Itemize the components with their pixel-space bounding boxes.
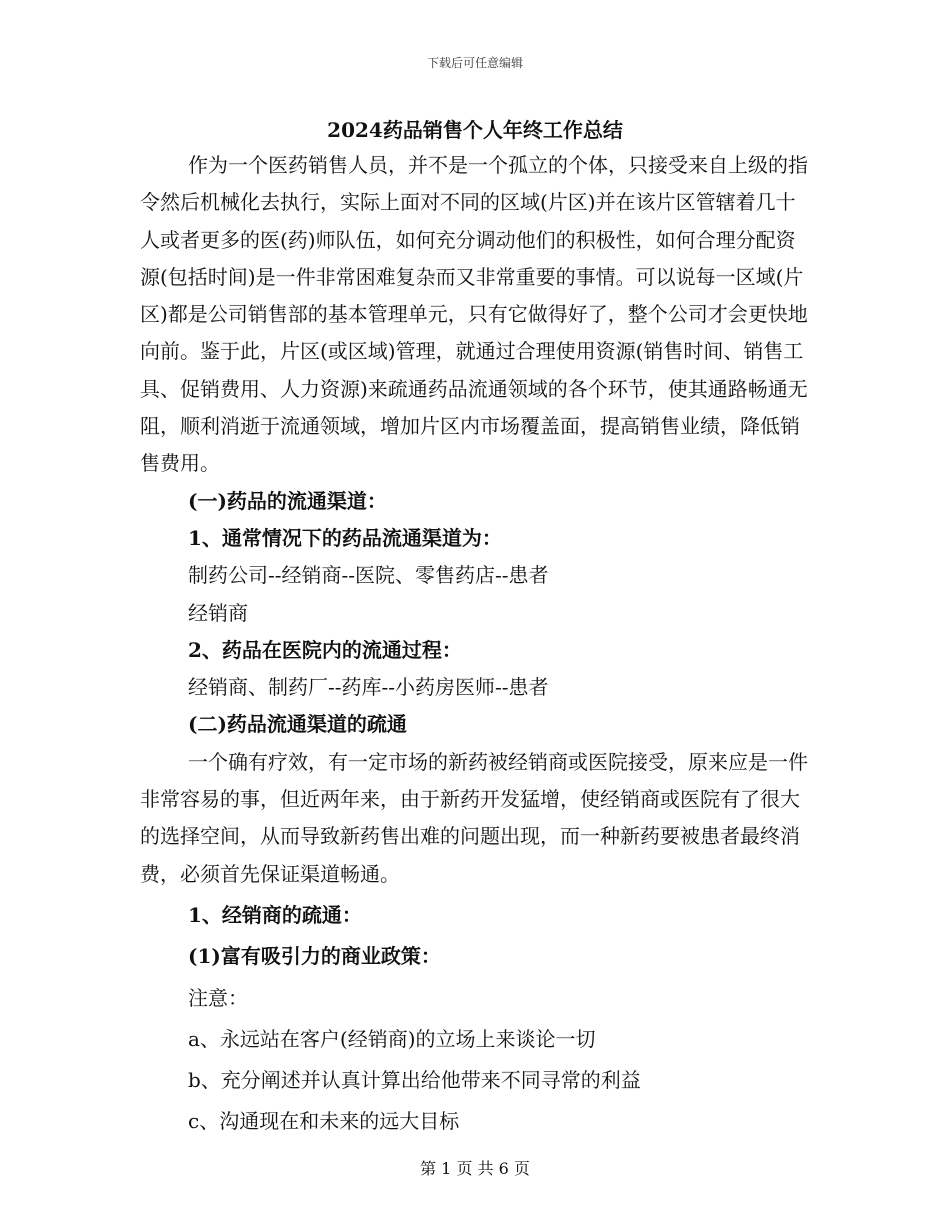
intro-paragraph: 作为一个医药销售人员，并不是一个孤立的个体，只接受来自上级的指令然后机械化去执行，实际上面对不同的区域(片区)并在该片区管辖着几十人或者更多的医(药)师队伍，如何充分调动他们的积极性，如何合理分配资源(包括时间)是一件非常困难复杂而又非常重要的事情。可以说每一区域(片区)都是公司销售部的基本管理单元，只有它做得好了，整个公司才会更快地向前。鉴于此，片区(或区域)管理，就通过合理使用资源(销售时间、销售工具、促销费用、人力资源)来疏通药品流通领域的各个环节，使其通路畅通无阻，顺利消逝于流通领域，增加片区内市场覆盖面，提高销售业绩，降低销售费用。 — [140, 153, 808, 476]
document-body — [140, 147, 812, 1141]
subheading-1-1: 1、通常情况下的药品流通渠道为： — [188, 525, 502, 550]
note-label: 注意： — [188, 985, 248, 1010]
section-heading-2: (二)药品流通渠道的疏通 — [188, 712, 407, 737]
note-item-b: b、充分阐述并认真计算出给他带来不同寻常的利益 — [188, 1068, 641, 1093]
flow-line-2: 经销商、制药厂--药库--小药房医师--患者 — [188, 675, 549, 700]
page-footer: 第 1 页 共 6 页 — [420, 1159, 530, 1178]
note-item-a: a、永远站在客户(经销商)的立场上来谈论一切 — [188, 1026, 596, 1051]
document-title: 2024药品销售个人年终工作总结 — [327, 118, 623, 142]
subheading-1-2: 2、药品在医院内的流通过程： — [188, 637, 462, 662]
subheading-2-1: 1、经销商的疏通： — [188, 902, 362, 927]
subheading-2-1-1: (1)富有吸引力的商业政策： — [188, 944, 441, 969]
flow-line-1: 制药公司--经销商--医院、零售药店--患者 — [188, 563, 549, 588]
header-note: 下载后可任意编辑 — [426, 56, 523, 70]
section-heading-1: (一)药品的流通渠道： — [188, 488, 387, 513]
flow-line-1b: 经销商 — [188, 600, 248, 625]
paragraph-2: 一个确有疗效，有一定市场的新药被经销商或医院接受，原来应是一件非常容易的事，但近两年来，由于新药开发猛增，使经销商或医院有了很大的选择空间，从而导致新药售出难的问题出现，而一种新药要被患者最终消费，必须首先保证渠道畅通。 — [140, 749, 808, 886]
note-item-c: c、沟通现在和未来的远大目标 — [188, 1109, 460, 1134]
